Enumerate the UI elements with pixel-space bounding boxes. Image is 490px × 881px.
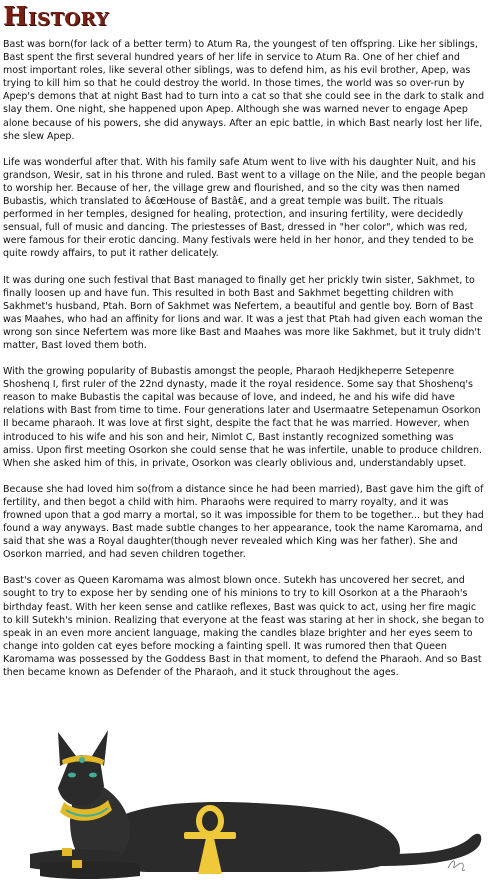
gold-armband (62, 848, 72, 856)
cat-eye-right (89, 773, 97, 778)
page-title: History (3, 2, 109, 32)
cat-front-leg-2 (40, 861, 140, 879)
paragraph-1: Bast was born(for lack of a better term) to Atum Ra, the youngest of ten offspring. Like her siblings, Bast spent the first several hundred years of her life in service to Atum Ra. One of her chief and most important roles, like several other siblings, was to defend him, as his evil brother, Apep, was trying to kill him so that he could destroy the world. In those times, the world was so over-run by Apep's demons that at night Bast had to turn into a cat so that she could see in the dark to stalk and slay them. One night, she happened upon Apep. Although she was warned never to engage Apep alone because of his powers, she did anyways. After an epic battle, in which Bast nearly lost her life, she slew Apep. (3, 39, 485, 142)
gold-armband-2 (72, 860, 82, 868)
cat-body (104, 802, 400, 872)
headdress-gem (79, 757, 85, 763)
artist-signature-icon (448, 861, 465, 871)
paragraph-4: With the growing popularity of Bubastis amongst the people, Pharaoh Hedjkheperre Setepenre Shoshenq I, first ruler of the 22nd dynasty, made it the royal residence. Some say that Shoshenq's reason to make Bubastis the capital was because of love, and indeed, he and his wife did have relations with Bast from time to time. Four generations later and Usermaatre Setepenamun Osorkon II became pharaoh. It was love at first sight, despite the fact that he was married. However, when introduced to his wife and his son and heir, Nimlot C, Bast instantly recognized something was amiss. Upon first meeting Osorkon she could sense that he was infertile, unable to produce children. When she asked him of this, in private, Osorkon was clearly oblivious and, understandably upset. (3, 366, 482, 469)
paragraph-5: Because she had loved him so(from a distance since he had been married), Bast gave him the gift of fertility, and then begot a child with him. Pharaohs were required to marry royalty, and it was frowned upon that a god marry a mortal, so it was impossible for them to be together... but they had found a way anyways. Bast made subtle changes to her appearance, took the name Karomama, and said that she was a Royal daughter(though never revealed which King was her father). She and Osorkon married, and had seven children together. (3, 483, 484, 561)
paragraph-6: Bast's cover as Queen Karomama was almost blown once. Sutekh has uncovered her secret, and sought to try to expose her by sending one of his minions to try to kill Osorkon at a the Pharaoh's birthday feast. With her keen sense and catlike reflexes, Bast was quick to act, using her fire magic to kill Sutekh's minion. Realizing that everyone at the feast was staring at her in shock, she began to speak in an even more ancient language, making the candles blaze brighter and her eyes seem to change into golden cat eyes before mocking a fainting spell. It was rumored then that Queen Karomama was possessed by the Goddess Bast in that moment, to defend the Pharaoh. And so Bast then became known as Defender of the Pharaoh, and it stuck throughout the ages. (3, 575, 485, 679)
cat-eye-left (68, 773, 76, 778)
paragraph-3: It was during one such festival that Bast managed to finally get her prickly twin sister, Sakhmet, to finally loosen up and have fun. This resulted in both Bast and Sakhmet begetting children with Sakhmet's husband, Ptah. Born of Sakhmet was Nefertem, a beautiful and gentle boy. Born of Bast was Maahes, who had an affinity for lions and war. It was a jest that Ptah had given each woman the wrong son since Nefertem was more like Bast and Maahes was more like Sakhmet, but it truly didn't matter, Bast loved them both. (3, 274, 483, 351)
history-text (3, 38, 486, 692)
bast-cat-illustration (0, 726, 490, 881)
paragraph-2: Life was wonderful after that. With his family safe Atum went to live with his daughter Nuit, and his grandson, Wesir, sat in his throne and ruled. Bast went to a village on the Nile, and the people began to worship her. Because of her, the village grew and flourished, and so the city was then named Bubastis, which translated to â€œHouse of Bastâ€, and a great temple was built. The rituals performed in her temples, designed for healing, protection, and insuring fertility, were decidedly sensual, full of music and dancing. The priestesses of Bast, dressed in "her color", which was red, were famous for their erotic dancing. Many festivals were held in her honor, and they tended to be quite rowdy affairs, to put it rather delicately. (3, 156, 486, 260)
